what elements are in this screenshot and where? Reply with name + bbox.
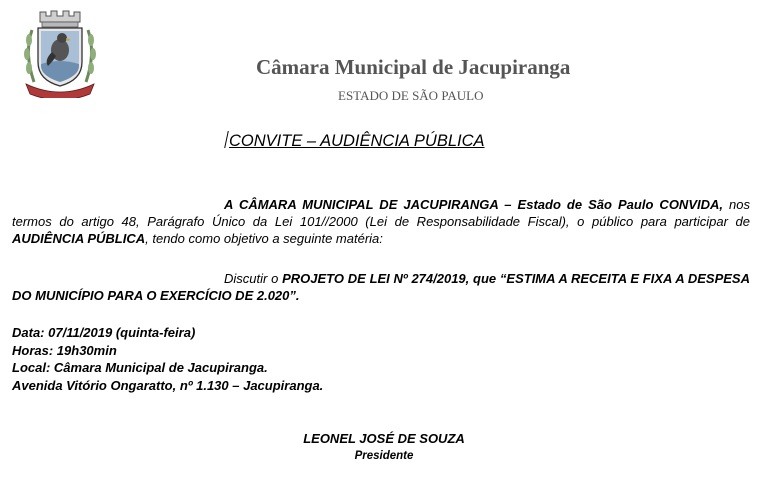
subject-intro: Discutir o xyxy=(224,271,283,286)
invitation-text: nos termos do artigo 48, Parágrafo Único da Lei 101//2000 (Lei de Responsabilidade Fiscal), o público para participar de xyxy=(12,197,750,229)
invitation-event: AUDIÊNCIA PÚBLICA xyxy=(12,231,146,246)
document-title xyxy=(226,131,485,151)
signatory-name: LEONEL JOSÉ DE SOUZA xyxy=(303,431,465,446)
state-name: ESTADO DE SÃO PAULO xyxy=(338,88,484,103)
municipal-crest-icon xyxy=(18,8,102,98)
invitation-lead: A CÂMARA MUNICIPAL DE JACUPIRANGA – Estado de São Paulo CONVIDA, xyxy=(224,197,723,212)
event-address: Avenida Vitório Ongaratto, nº 1.130 – Jacupiranga. xyxy=(12,377,324,393)
event-location: Local: Câmara Municipal de Jacupiranga. xyxy=(12,360,268,375)
document-title-text: CONVITE – AUDIÊNCIA PÚBLICA xyxy=(229,132,485,150)
event-details xyxy=(12,324,323,394)
subject-paragraph xyxy=(12,270,750,304)
invitation-purpose: , tendo como objetivo a seguinte matéria: xyxy=(145,231,383,246)
event-date: Data: 07/11/2019 (quinta-feira) xyxy=(12,325,196,340)
event-time: Horas: 19h30min xyxy=(12,342,117,358)
signatory-role: Presidente xyxy=(354,450,414,462)
subject-bill: PROJETO DE LEI Nº 274/2019, que “ESTIMA A RECEITA E FIXA A DESPESA DO MUNICÍPIO PARA O EXERCÍCIO DE 2.020”. xyxy=(12,271,750,303)
invitation-paragraph xyxy=(12,196,750,247)
chamber-name: Câmara Municipal de Jacupiranga xyxy=(256,55,571,79)
